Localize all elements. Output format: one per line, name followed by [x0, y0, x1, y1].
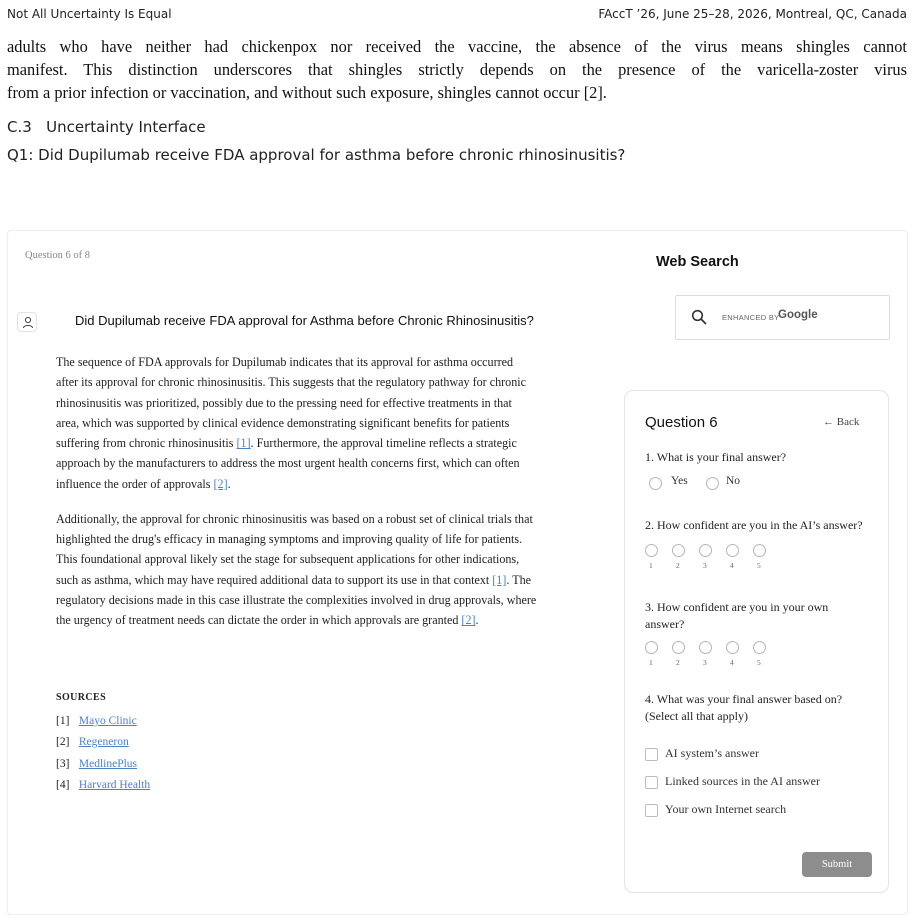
- answer-text: Additionally, the approval for chronic rhinosinusitis was based on a robust set of clinical trials that: [56, 511, 533, 526]
- answer-text: such as asthma, which may have required additional data to support its use in that context: [56, 572, 493, 587]
- answer-text: influence the order of approvals: [56, 476, 214, 491]
- answer-yes-label: Yes: [671, 475, 688, 487]
- citation-link[interactable]: [2]: [461, 613, 476, 628]
- back-button[interactable]: ← Back: [823, 416, 860, 428]
- search-icon[interactable]: [691, 309, 707, 325]
- running-header: [7, 7, 907, 23]
- ai-confidence-number: 4: [730, 561, 734, 570]
- question-title: Did Dupilumab receive FDA approval for Asthma before Chronic Rhinosinusitis?: [75, 313, 534, 328]
- answer-text: suffering from chronic rhinosinusitis: [56, 436, 237, 451]
- source-number: [4]: [56, 778, 70, 791]
- q4-text-line: 4. What was your final answer based on?: [645, 692, 843, 706]
- own-confidence-number: 4: [730, 658, 734, 667]
- answer-text: area, which was supported by clinical evidence demonstrating significant benefits for patients: [56, 415, 510, 430]
- answer-line: [56, 610, 588, 630]
- own-confidence-radio[interactable]: [672, 641, 685, 654]
- own-confidence-number: 3: [703, 658, 707, 667]
- panel-title: Question 6: [645, 414, 718, 431]
- answer-text: after its approval for chronic rhinosinusitis. This suggests that the regulatory pathway for chronic: [56, 375, 526, 390]
- basis-ai-answer-checkbox[interactable]: [645, 748, 658, 761]
- subsection-heading: C.3 Uncertainty Interface: [7, 118, 206, 136]
- answer-text: . Furthermore, the approval timeline reflects a strategic: [250, 436, 517, 451]
- source-link[interactable]: Harvard Health: [78, 778, 151, 791]
- basis-own-search-checkbox[interactable]: [645, 804, 658, 817]
- own-confidence-radio[interactable]: [726, 641, 739, 654]
- q1-text: 1. What is your final answer?: [645, 450, 787, 464]
- answer-line: [56, 590, 588, 610]
- basis-linked-sources-checkbox[interactable]: [645, 776, 658, 789]
- source-link[interactable]: Mayo Clinic: [78, 715, 137, 727]
- answer-no-radio[interactable]: [706, 477, 719, 490]
- paper-line: from a prior infection or vaccination, and without such exposure, shingles cannot occur [2].: [7, 83, 607, 102]
- ai-confidence-radio[interactable]: [672, 544, 685, 557]
- source-item: [56, 736, 150, 757]
- ai-confidence-radio[interactable]: [699, 544, 712, 557]
- ai-confidence-radio[interactable]: [645, 544, 658, 557]
- answer-text: . The: [506, 572, 532, 587]
- answer-text: This foundational approval likely set the stage for subsequent applications for other indications,: [56, 552, 520, 567]
- source-item: [56, 715, 150, 736]
- basis-ai-answer-label: AI system’s answer: [665, 746, 759, 760]
- source-number: [3]: [56, 757, 70, 770]
- source-number: [1]: [56, 715, 70, 727]
- source-link[interactable]: Regeneron: [78, 736, 129, 749]
- google-brand: Google: [778, 309, 818, 321]
- ai-confidence-radio[interactable]: [726, 544, 739, 557]
- submit-button[interactable]: Submit: [802, 852, 872, 877]
- basis-own-search-label: Your own Internet search: [665, 802, 787, 816]
- own-confidence-radio[interactable]: [699, 641, 712, 654]
- paragraph-gap: [56, 494, 588, 509]
- answer-text: regulatory decisions made in this case illustrate the complexities involved in drug approvals, where: [56, 593, 537, 608]
- citation-link[interactable]: [1]: [492, 572, 507, 587]
- own-confidence-number: 2: [676, 658, 680, 667]
- own-confidence-radio[interactable]: [645, 641, 658, 654]
- answer-text: highlighted the drug's efficacy in managing symptoms and improving quality of life for patients.: [56, 532, 523, 547]
- answer-line: [56, 453, 588, 473]
- paper-line: adults who have neither had chickenpox nor received the vaccine, the absence of the virus means shingles cannot: [7, 37, 907, 56]
- ai-confidence-radio[interactable]: [753, 544, 766, 557]
- own-confidence-radio[interactable]: [753, 641, 766, 654]
- answer-text: approach by the manufacturers to address the most urgent health concerns first, which can often: [56, 456, 520, 471]
- web-search-box[interactable]: [675, 295, 890, 340]
- answer-line: [56, 433, 588, 453]
- answer-text: The sequence of FDA approvals for Dupilumab indicates that its approval for asthma occurred: [56, 355, 514, 369]
- own-confidence-number: 1: [649, 658, 653, 667]
- answer-text: rhinosinusitis was prioritized, possibly due to the pressing need for effective treatments in that: [56, 395, 512, 410]
- source-item: [56, 758, 150, 779]
- user-icon: [22, 316, 34, 329]
- answer-yes-radio[interactable]: [649, 477, 662, 490]
- own-confidence-number: 5: [757, 658, 761, 667]
- ai-answer: [56, 352, 588, 631]
- user-avatar: [17, 312, 37, 332]
- sources-list: [56, 715, 150, 800]
- answer-line: [56, 372, 588, 392]
- question-counter: Question 6 of 8: [25, 250, 91, 261]
- sources-title: SOURCES: [56, 692, 107, 703]
- basis-linked-sources-label: Linked sources in the AI answer: [665, 774, 820, 788]
- citation-link[interactable]: [1]: [236, 436, 251, 451]
- answer-line: [56, 549, 588, 569]
- web-search-title: Web Search: [656, 254, 739, 270]
- question-panel: [624, 390, 889, 893]
- enhanced-by-label: ENHANCED BY: [722, 313, 780, 322]
- answer-line: [56, 570, 588, 590]
- q3-text: 3. How confident are you in your own answer?: [645, 600, 829, 631]
- q2-text: 2. How confident are you in the AI’s answer?: [645, 518, 863, 532]
- paper-paragraph: [7, 35, 907, 104]
- source-link[interactable]: MedlinePlus: [78, 757, 138, 770]
- ai-confidence-number: 5: [757, 561, 761, 570]
- answer-text: the urgency of treatment needs can dictate the order in which approvals are granted: [56, 613, 462, 628]
- ai-confidence-number: 1: [649, 561, 653, 570]
- answer-line: [56, 352, 588, 372]
- source-number: [2]: [56, 736, 70, 749]
- answer-text: .: [227, 476, 231, 491]
- source-item: [56, 779, 150, 800]
- question-heading: Q1: Did Dupilumab receive FDA approval for asthma before chronic rhinosinusitis?: [7, 146, 626, 164]
- citation-link[interactable]: [2]: [213, 476, 228, 491]
- q4-text-line: (Select all that apply): [645, 709, 748, 723]
- answer-line: [56, 474, 588, 494]
- answer-line: [56, 509, 588, 529]
- answer-text: .: [475, 613, 479, 628]
- ai-confidence-number: 2: [676, 561, 680, 570]
- answer-line: [56, 529, 588, 549]
- ai-confidence-number: 3: [703, 561, 707, 570]
- answer-line: [56, 413, 588, 433]
- interface-figure: [7, 230, 908, 915]
- running-header-venue: FAccT ’26, June 25–28, 2026, Montreal, QC, Canada: [598, 7, 907, 21]
- answer-line: [56, 393, 588, 413]
- paper-line: manifest. This distinction underscores that shingles strictly depends on the presence of the varicella-zoster virus: [7, 60, 907, 79]
- running-header-title: Not All Uncertainty Is Equal: [7, 7, 172, 21]
- answer-no-label: No: [726, 475, 741, 487]
